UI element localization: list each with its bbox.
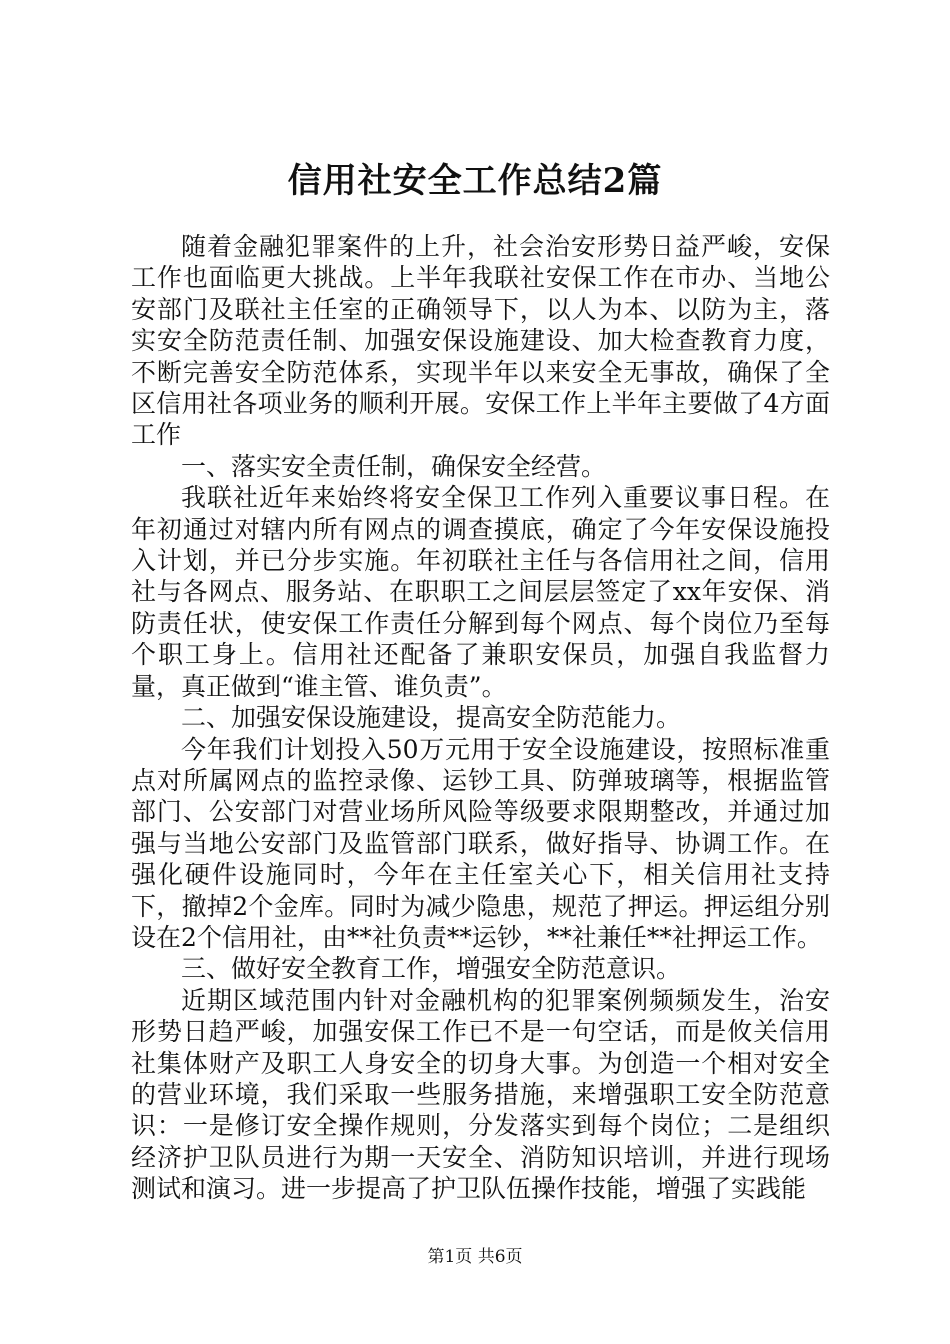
page-number-footer: 第1页 共6页 <box>427 1247 523 1267</box>
intro-paragraph: 随着金融犯罪案件的上升，社会治安形势日益严峻，安保工作也面临更大挑战。上半年我联社安保工作在市办、当地公安部门及联社主任室的正确领导下，以人为本、以防为主，落实安全防范责任制、加强安保设施建设、加大检查教育力度，不断完善安全防范体系，实现半年以来安全无事故，确保了全区信用社各项业务的顺利开展。安保工作上半年主要做了4方面工作 <box>131 232 830 450</box>
section-3-paragraph: 近期区域范围内针对金融机构的犯罪案例频频发生，治安形势日趋严峻，加强安保工作已不是一句空话，而是攸关信用社集体财产及职工人身安全的切身大事。为创造一个相对安全的营业环境，我们采取一些服务措施，来增强职工安全防范意识：一是修订安全操作规则，分发落实到每个岗位；二是组织经济护卫队员进行为期一天安全、消防知识培训，并进行现场测试和演习。进一步提高了护卫队伍操作技能，增强了实践能 <box>131 985 830 1204</box>
section-2-paragraph: 今年我们计划投入50万元用于安全设施建设，按照标准重点对所属网点的监控录像、运钞工具、防弹玻璃等，根据监管部门、公安部门对营业场所风险等级要求限期整改，并通过加强与当地公安部门及监管部门联系，做好指导、协调工作。在强化硬件设施同时，今年在主任室关心下，相关信用社支持下，撤掉2个金库。同时为减少隐患，规范了押运。押运组分别设在2个信用社，由**社负责**运钞，**社兼任**社押运工作。 <box>131 734 830 952</box>
document-title: 信用社安全工作总结2篇 <box>287 161 663 201</box>
section-heading-1: 一、落实安全责任制，确保安全经营。 <box>181 451 607 481</box>
section-1-paragraph: 我联社近年来始终将安全保卫工作列入重要议事日程。在年初通过对辖内所有网点的调查摸底，确定了今年安保设施投入计划，并已分步实施。年初联社主任与各信用社之间，信用社与各网点、服务站、在职职工之间层层签定了xx年安保、消防责任状，使安保工作责任分解到每个网点、每个岗位乃至每个职工身上。信用社还配备了兼职安保员，加强自我监督力量，真正做到“谁主管、谁负责”。 <box>131 483 830 701</box>
document-body <box>131 231 830 1205</box>
section-heading-2: 二、加强安保设施建设，提高安全防范能力。 <box>181 703 682 733</box>
section-heading-3: 三、做好安全教育工作，增强安全防范意识。 <box>181 954 682 984</box>
